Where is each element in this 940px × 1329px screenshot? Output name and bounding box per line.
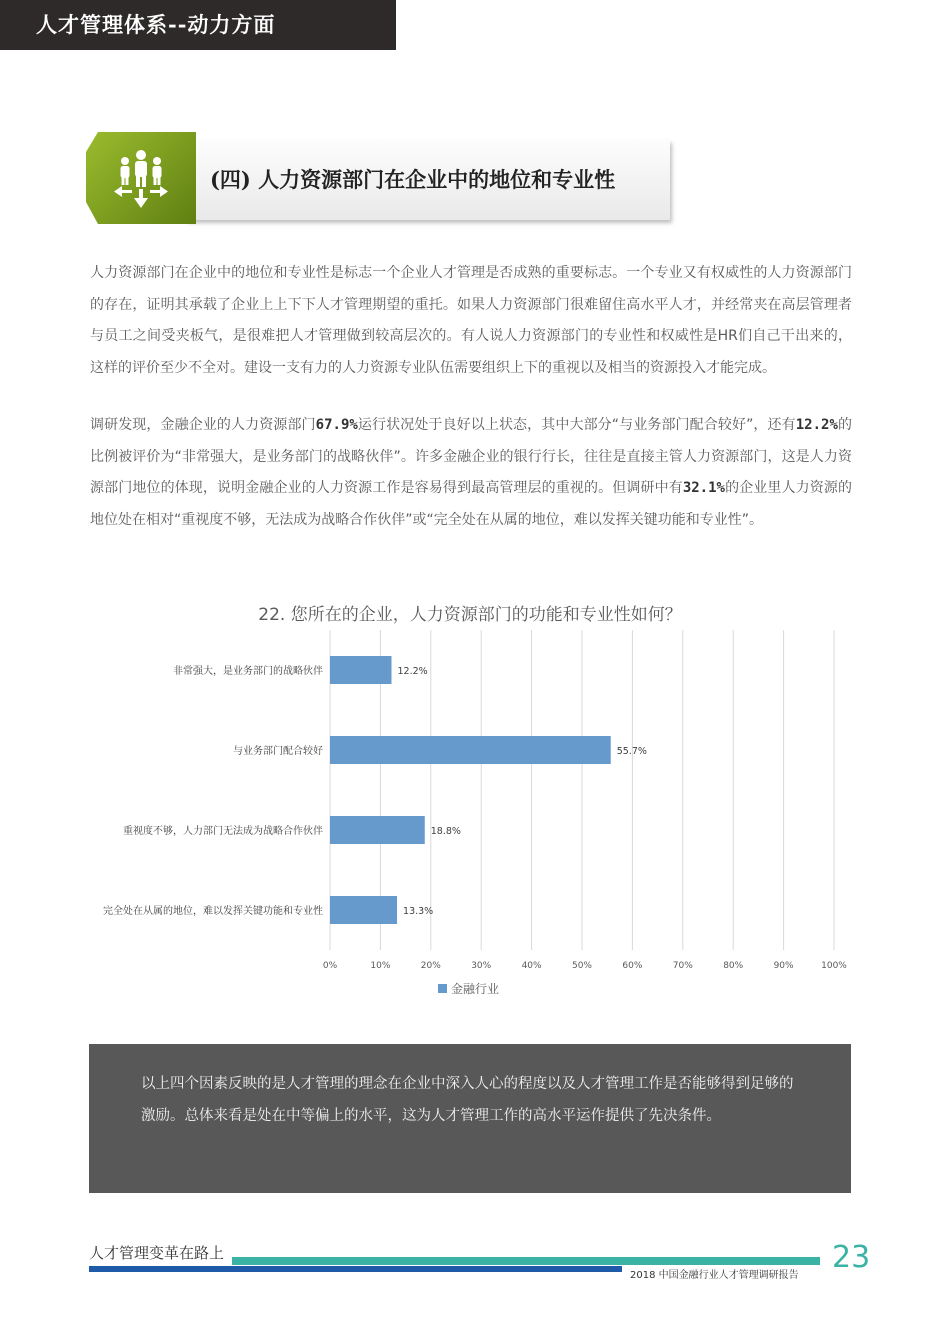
x-tick-label: 70% [672,961,693,971]
summary-text: 以上四个因素反映的是人才管理的理念在企业中深入人心的程度以及人才管理工作是否能够得到足够的激励。总体来看是处在中等偏上的水平，这为人才管理工作的高水平运作提供了先决条件。 [141,1076,794,1124]
category-label: 完全处在从属的地位，难以发挥关键功能和专业性 [103,906,323,917]
category-label: 与业务部门配合较好 [233,746,323,757]
x-tick-label: 20% [420,961,441,971]
x-tick-label: 0% [322,961,338,971]
x-tick-label: 100% [821,961,847,971]
category-label: 重视度不够，人力部门无法成为战略合作伙伴 [123,826,323,837]
legend-swatch [438,984,447,993]
section-title: (四) 人力资源部门在企业中的地位和专业性 [210,167,616,192]
data-label: 13.3% [403,906,434,917]
people-arrows-icon [110,148,172,210]
percent-32-1: 32.1% [682,480,725,496]
bar [330,736,611,764]
bar [330,816,425,844]
summary-box [89,1044,851,1193]
footer-slogan: 人才管理变革在路上 [89,1244,225,1262]
x-tick-label: 40% [521,961,542,971]
section-header [86,132,670,224]
x-tick-label: 90% [773,961,794,971]
category-label: 非常强大，是业务部门的战略伙伴 [173,666,323,677]
x-tick-label: 60% [622,961,643,971]
x-tick-label: 30% [471,961,492,971]
findings-text-1: 调研发现，金融企业的人力资源部门 [90,417,316,433]
percent-12-2: 12.2% [795,417,838,433]
footer-blue-bar [89,1266,622,1272]
bar [330,896,397,924]
legend-label: 金融行业 [451,982,500,996]
findings-text-4: 的企业里人力资源的地位处在相对“重视度不够，无法成为战略合作伙伴”或“完全处在从属的地位，难以发挥关键功能和专业性”。 [90,480,852,528]
page-number: 23 [832,1240,871,1275]
x-tick-label: 10% [370,961,391,971]
footer-report-title: 2018 中国金融行业人才管理调研报告 [630,1270,799,1281]
intro-paragraph: 人力资源部门在企业中的地位和专业性是标志一个企业人才管理是否成熟的重要标志。一个专业又有权威性的人力资源部门的存在，证明其承载了企业上上下下人才管理期望的重托。如果人力资源部门很难留住高水平人才，并经常夹在高层管理者与员工之间受夹板气，是很难把人才管理做到较高层次的。有人说人力资源部门的专业性和权威性是HR们自己干出来的，这样的评价至少不全对。建设一支有力的人力资源专业队伍需要组织上下的重视以及相当的资源投入才能完成。 [90,265,852,376]
x-tick-label: 80% [723,961,744,971]
hr-function-chart [80,592,860,1012]
data-label: 18.8% [430,826,461,837]
chart-plot [80,592,860,972]
findings-text-3: 的比例被评价为“非常强大，是业务部门的战略伙伴”。许多金融企业的银行行长，往往是直接主管人力资源部门，这是人力资源部门地位的体现，说明金融企业的人力资源工作是容易得到最高管理层的重视的。但调研中有 [90,417,852,496]
chapter-title: 人才管理体系--动力方面 [36,12,276,37]
percent-67-9: 67.9% [315,417,358,433]
data-label: 55.7% [616,746,647,757]
chapter-banner [0,0,396,50]
findings-paragraph [90,410,852,536]
section-icon-box [86,132,196,224]
chart-legend [438,980,499,997]
chart-title: 22. 您所在的企业，人力资源部门的功能和专业性如何？ [258,605,682,625]
data-label: 12.2% [397,666,428,677]
footer-teal-bar [232,1257,820,1265]
bar [330,656,391,684]
findings-text-2: 运行状况处于良好以上状态，其中大部分“与业务部门配合较好”，还有 [357,417,796,433]
x-tick-label: 50% [571,961,593,971]
